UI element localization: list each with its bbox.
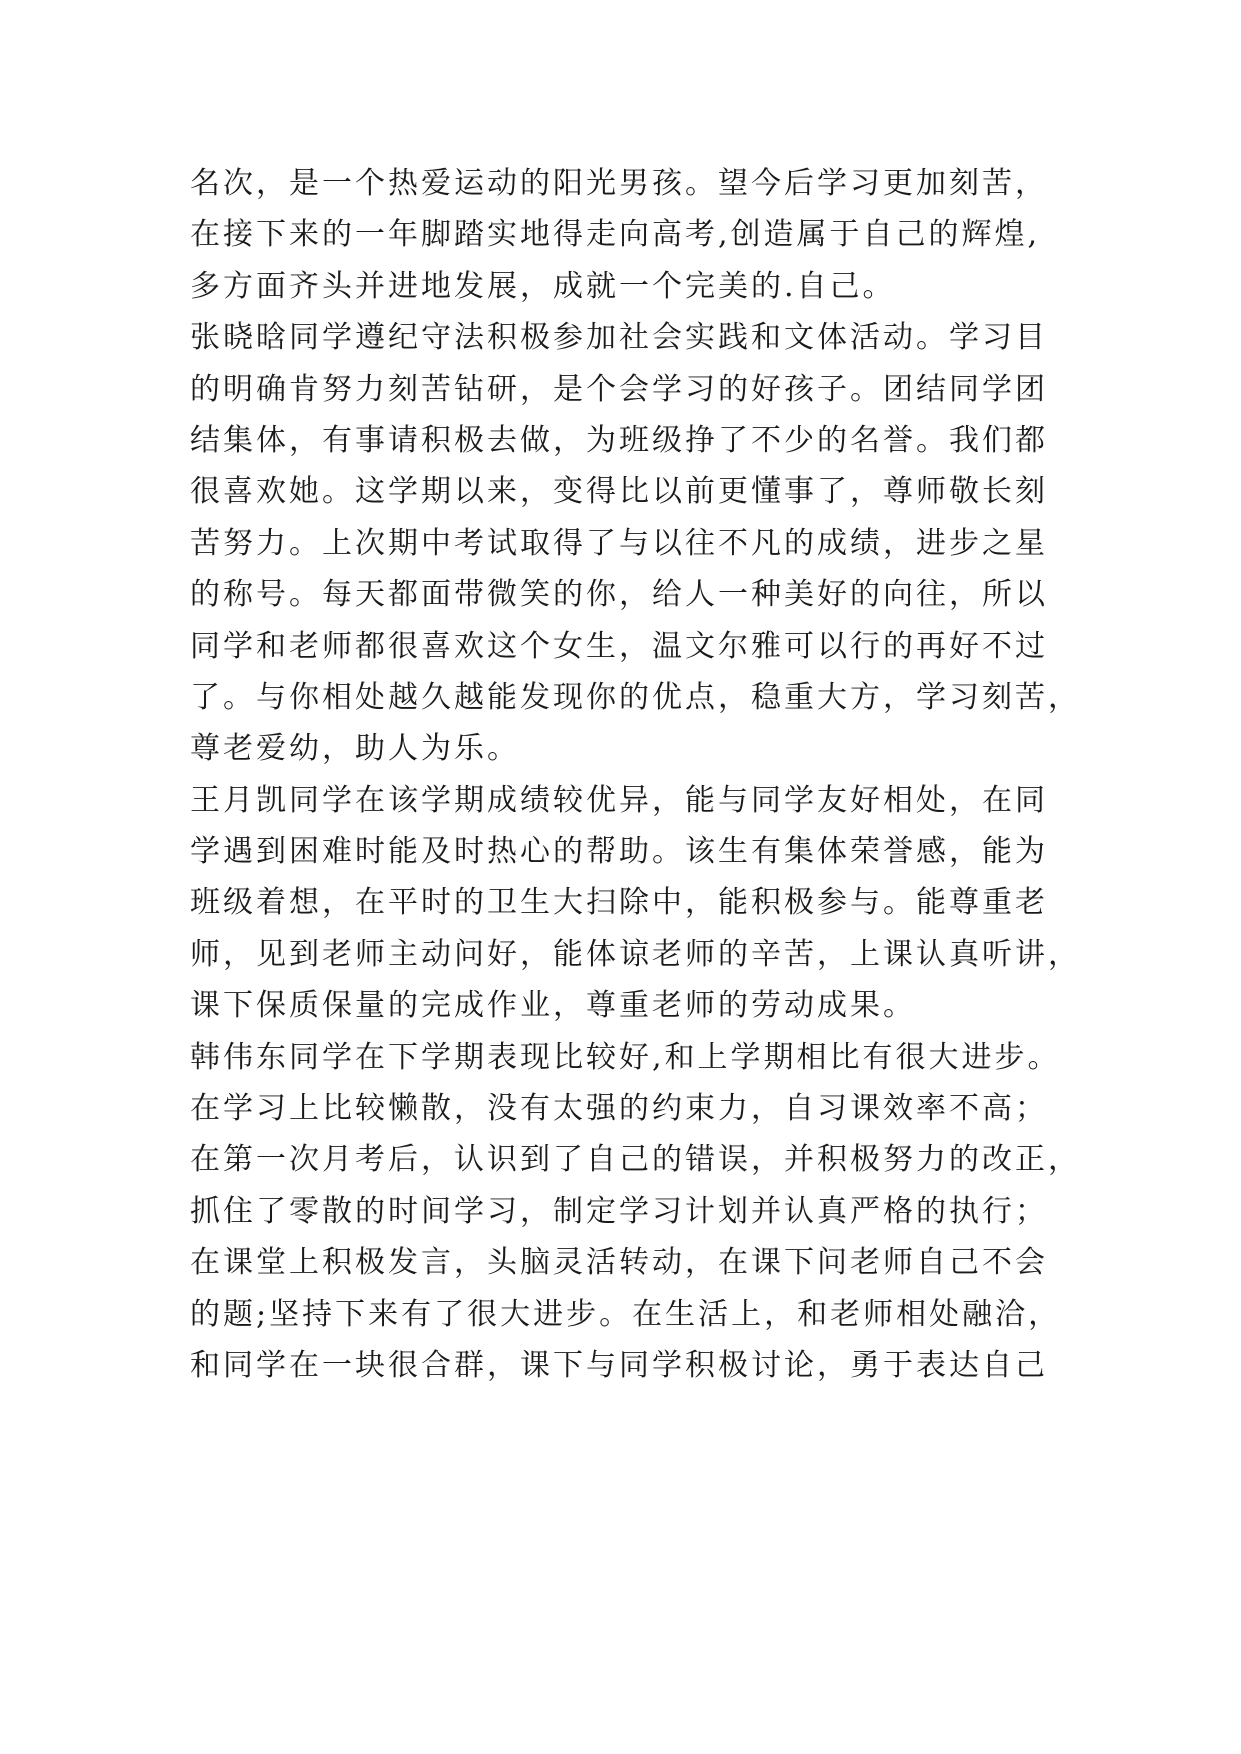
- text-line: 的称号。每天都面带微笑的你，给人一种美好的向往，所以: [190, 577, 1048, 613]
- text-line: 多方面齐头并进地发展，成就一个完美的.自己。: [190, 268, 896, 304]
- text-line: 结集体，有事请积极去做，为班级挣了不少的名誉。我们都: [190, 422, 1048, 458]
- text-line: 张晓晗同学遵纪守法积极参加社会实践和文体活动。学习目: [190, 320, 1048, 356]
- text-line: 在接下来的一年脚踏实地得走向高考,创造属于自己的辉煌,: [190, 217, 1041, 253]
- text-line: 学遇到困难时能及时热心的帮助。该生有集体荣誉感，能为: [190, 834, 1048, 870]
- text-line: 课下保质保量的完成作业，尊重老师的劳动成果。: [190, 988, 916, 1024]
- text-line: 和同学在一块很合群，课下与同学积极讨论，勇于表达自己: [190, 1347, 1048, 1383]
- text-line: 在第一次月考后，认识到了自己的错误，并积极努力的改正，: [190, 1142, 1081, 1178]
- text-line: 的明确肯努力刻苦钻研，是个会学习的好孩子。团结同学团: [190, 371, 1048, 407]
- text-line: 同学和老师都很喜欢这个女生，温文尔雅可以行的再好不过: [190, 628, 1048, 664]
- text-line: 了。与你相处越久越能发现你的优点，稳重大方，学习刻苦，: [190, 679, 1081, 715]
- text-line: 抓住了零散的时间学习，制定学习计划并认真严格的执行；: [190, 1193, 1048, 1229]
- text-line: 的题;坚持下来有了很大进步。在生活上，和老师相处融洽，: [190, 1296, 1062, 1332]
- text-line: 师，见到老师主动问好，能体谅老师的辛苦，上课认真听讲，: [190, 936, 1081, 972]
- body-text: [190, 158, 1090, 1391]
- text-line: 苦努力。上次期中考试取得了与以往不凡的成绩，进步之星: [190, 525, 1048, 561]
- text-line: 尊老爱幼，助人为乐。: [190, 731, 520, 767]
- text-line: 王月凯同学在该学期成绩较优异，能与同学友好相处，在同: [190, 782, 1048, 818]
- text-line: 在学习上比较懒散，没有太强的约束力，自习课效率不高；: [190, 1091, 1048, 1127]
- text-line: 名次，是一个热爱运动的阳光男孩。望今后学习更加刻苦，: [190, 166, 1048, 201]
- text-line: 韩伟东同学在下学期表现比较好,和上学期相比有很大进步。: [190, 1039, 1061, 1075]
- text-line: 很喜欢她。这学期以来，变得比以前更懂事了，尊师敬长刻: [190, 474, 1048, 510]
- text-line: 在课堂上积极发言，头脑灵活转动，在课下问老师自己不会: [190, 1245, 1048, 1281]
- text-line: 班级着想，在平时的卫生大扫除中，能积极参与。能尊重老: [190, 885, 1048, 921]
